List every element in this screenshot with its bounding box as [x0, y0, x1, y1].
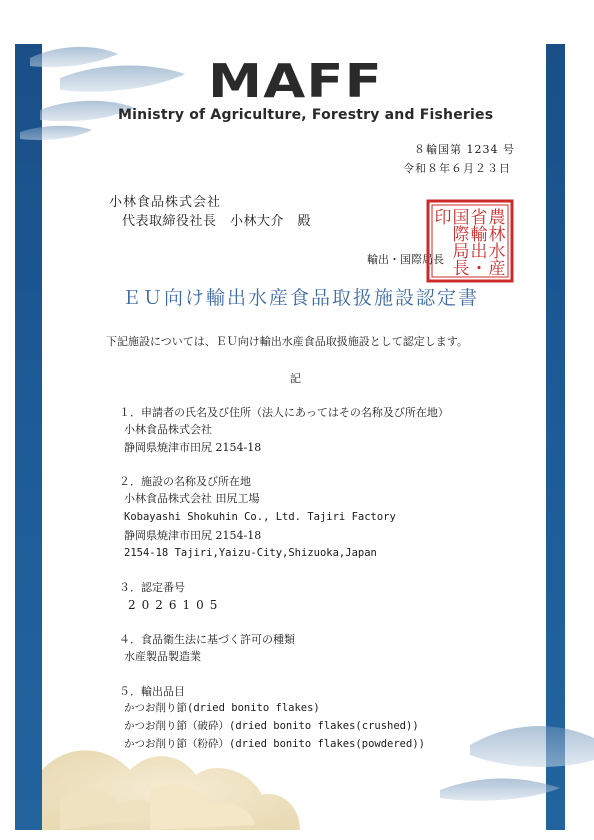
seal-character: 局: [452, 242, 470, 262]
item-4-heading: ４．食品衛生法に基づく許可の種類: [119, 633, 295, 646]
fish-top-left: [20, 47, 185, 140]
item-1-line-2: 静岡県焼津市田尻 2154-18: [124, 441, 262, 454]
item-4-line-1: 水産製品製造業: [124, 650, 201, 663]
seal-character: ・: [470, 259, 488, 279]
issuer-title: 輸出・国際局長: [367, 253, 444, 266]
bonito-flakes-decoration: [42, 750, 300, 830]
item-3-heading: ３．認定番号: [119, 581, 185, 594]
seal-character: 水: [488, 242, 506, 262]
ki-marker: 記: [290, 372, 301, 385]
seal-character: 際: [452, 225, 470, 245]
seal-character: 農: [488, 208, 506, 228]
seal-character: 国: [452, 208, 470, 228]
document-number: ８輸国第 1234 号: [414, 143, 515, 156]
item-1-line-1: 小林食品株式会社: [124, 423, 212, 436]
item-5-line-3: かつお削り節（粉砕）(dried bonito flakes(powdered)): [124, 738, 425, 750]
item-5-heading: ５．輸出品目: [119, 685, 185, 698]
seal-character: 産: [488, 259, 506, 279]
seal-character: 輸: [470, 225, 488, 245]
seal-character: 長: [452, 259, 470, 279]
addressee-company: 小林食品株式会社: [109, 195, 222, 210]
item-2-line-4: 2154-18 Tajiri,Yaizu-City,Shizuoka,Japan: [124, 547, 377, 559]
addressee-representative: 代表取締役社長 小林大介 殿: [122, 214, 312, 229]
seal-character: 出: [470, 242, 488, 262]
item-2-line-2: Kobayashi Shokuhin Co., Ltd. Tajiri Factory: [124, 511, 396, 523]
item-5-line-2: かつお削り節（破砕）(dried bonito flakes(crushed)): [124, 720, 419, 732]
document-date: 令和８年６月２３日: [403, 162, 511, 175]
item-1-heading: １．申請者の氏名及び住所（法人にあってはその名称及び所在地）: [119, 406, 449, 419]
item-2-line-3: 静岡県焼津市田尻 2154-18: [124, 529, 262, 542]
fish-bottom-right: [440, 726, 594, 801]
maff-logo: MAFF: [208, 54, 383, 108]
certificate-intro: 下記施設については、ＥＵ向け輸出水産食品取扱施設として認定します。: [106, 335, 468, 348]
seal-character: 印: [434, 208, 452, 228]
seal-character: 林: [488, 225, 506, 245]
certificate-title: ＥＵ向け輸出水産食品取扱施設認定書: [122, 287, 480, 309]
item-3-line-1: 2026105: [128, 598, 224, 612]
item-2-heading: ２．施設の名称及び所在地: [119, 475, 251, 488]
ministry-name: Ministry of Agriculture, Forestry and Fisheries: [118, 107, 494, 123]
item-5-line-1: かつお削り節(dried bonito flakes): [124, 702, 320, 714]
seal-character: 省: [470, 208, 488, 228]
official-seal-stamp: [425, 198, 515, 284]
item-2-line-1: 小林食品株式会社 田尻工場: [124, 492, 260, 505]
